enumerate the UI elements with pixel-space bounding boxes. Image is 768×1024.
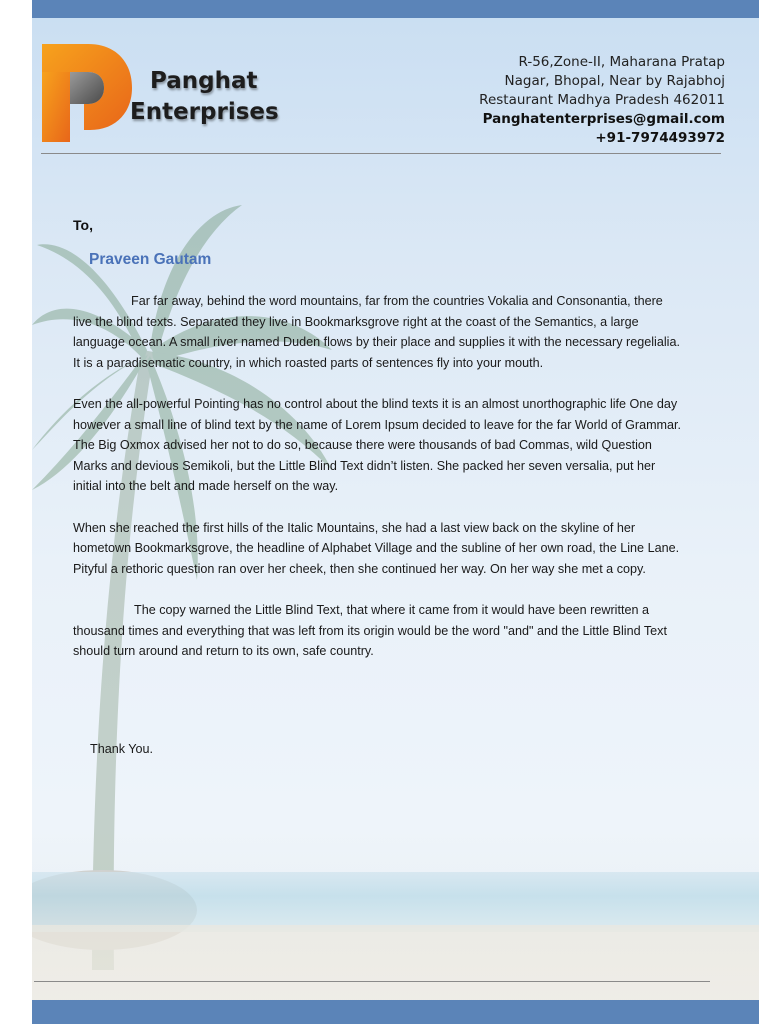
paragraph-1: [73, 291, 685, 373]
beach-background: [32, 925, 759, 1001]
paragraph-4-text: The copy warned the Little Blind Text, that where it came from it would have been rewritten a thousand times and everything that was left from its origin would be the word "and" and the Little Blind Text should turn around and return to its own, safe country.: [73, 602, 667, 659]
footer-divider: [34, 981, 710, 982]
letter-body: [73, 291, 685, 682]
paragraph-3-text: When she reached the first hills of the Italic Mountains, she had a last view back on the skyline of her hometown Bookmarksgrove, the headline of Alphabet Village and the subline of her own road, the Line Lane. Pityful a rethoric question ran over her cheek, then she continued her way. On her way she met a copy.: [73, 520, 680, 576]
bottom-color-bar: [32, 1000, 759, 1024]
paragraph-1-text: Far far away, behind the word mountains, far from the countries Vokalia and Consonantia, there live the blind texts. Separated they live in Bookmarksgrove right at the coast of the Semantics, a large language ocean. A small river named Duden flows by their place and supplies it with the necessary regelialia. It is a paradisematic country, in which roasted parts of sentences fly into your mouth.: [73, 294, 680, 370]
company-name: [130, 66, 279, 128]
salutation: To,: [73, 217, 93, 233]
company-logo-icon: [40, 42, 132, 144]
company-phone: +91-7974493972: [595, 130, 725, 146]
company-email: Panghatenterprises@gmail.com: [482, 111, 725, 127]
address-line1: R-56,Zone-II, Maharana Pratap: [518, 54, 725, 70]
company-name-line1: Panghat: [150, 68, 258, 94]
paragraph-3: [73, 518, 685, 580]
sea-background: [32, 872, 759, 932]
address-line2: Nagar, Bhopal, Near by Rajabhoj: [504, 73, 725, 89]
address-line3: Restaurant Madhya Pradesh 462011: [479, 92, 725, 108]
company-contact-block: [479, 53, 725, 148]
header-divider: [41, 153, 721, 154]
paragraph-2-text: Even the all-powerful Pointing has no control about the blind texts it is an almost unorthographic life One day however a small line of blind text by the name of Lorem Ipsum decided to leave for the far World of Grammar. The Big Oxmox advised her not to do so, because there were thousands of bad Commas, wild Question Marks and devious Semikoli, but the Little Blind Text didn’t listen. She packed her seven versalia, put her initial into the belt and made herself on the way.: [73, 396, 682, 494]
recipient-name: Praveen Gautam: [89, 251, 212, 268]
paragraph-2: [73, 394, 685, 497]
closing-text: Thank You.: [90, 742, 154, 756]
letterhead-page: [32, 0, 759, 1024]
paragraph-4: [73, 600, 685, 662]
top-color-bar: [32, 0, 759, 18]
company-name-line2: Enterprises: [130, 99, 279, 125]
